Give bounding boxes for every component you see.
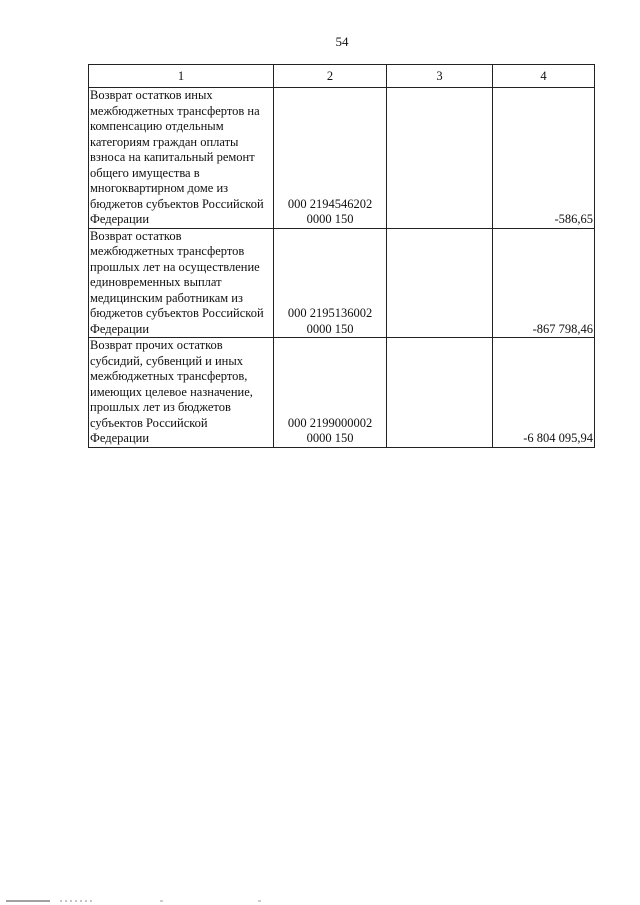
row-amount-cell: -6 804 095,94 [493, 338, 595, 448]
scan-artifact-line [0, 897, 640, 905]
page-number: 54 [335, 34, 349, 49]
row-name-cell: Возврат остатков иных межбюджетных трансфертов на компенсацию отдельным категориям граждан оплаты взноса на капитальный ремонт общего имущества в многоквартирном доме из бюджетов субъектов Российской Федерации [89, 88, 274, 229]
row-code-cell: 000 2195136002 0000 150 [274, 228, 387, 338]
budget-table [88, 64, 595, 448]
column-header-3: 3 [387, 65, 493, 88]
table-row [89, 338, 595, 448]
table-row [89, 228, 595, 338]
column-header-2: 2 [274, 65, 387, 88]
row-amount-cell: -586,65 [493, 88, 595, 229]
table-row [89, 88, 595, 229]
row-column3-cell [387, 88, 493, 229]
row-column3-cell [387, 228, 493, 338]
row-name-cell: Возврат прочих остатков субсидий, субвенций и иных межбюджетных трансфертов, имеющих целевое назначение, прошлых лет из бюджетов субъектов Российской Федерации [89, 338, 274, 448]
table-header-row [89, 65, 595, 88]
row-code-cell: 000 2199000002 0000 150 [274, 338, 387, 448]
row-name-cell: Возврат остатков межбюджетных трансфертов прошлых лет на осуществление единовременных выплат медицинским работникам из бюджетов субъектов Российской Федерации [89, 228, 274, 338]
row-amount-cell: -867 798,46 [493, 228, 595, 338]
row-column3-cell [387, 338, 493, 448]
column-header-4: 4 [493, 65, 595, 88]
column-header-1: 1 [89, 65, 274, 88]
row-code-cell: 000 2194546202 0000 150 [274, 88, 387, 229]
